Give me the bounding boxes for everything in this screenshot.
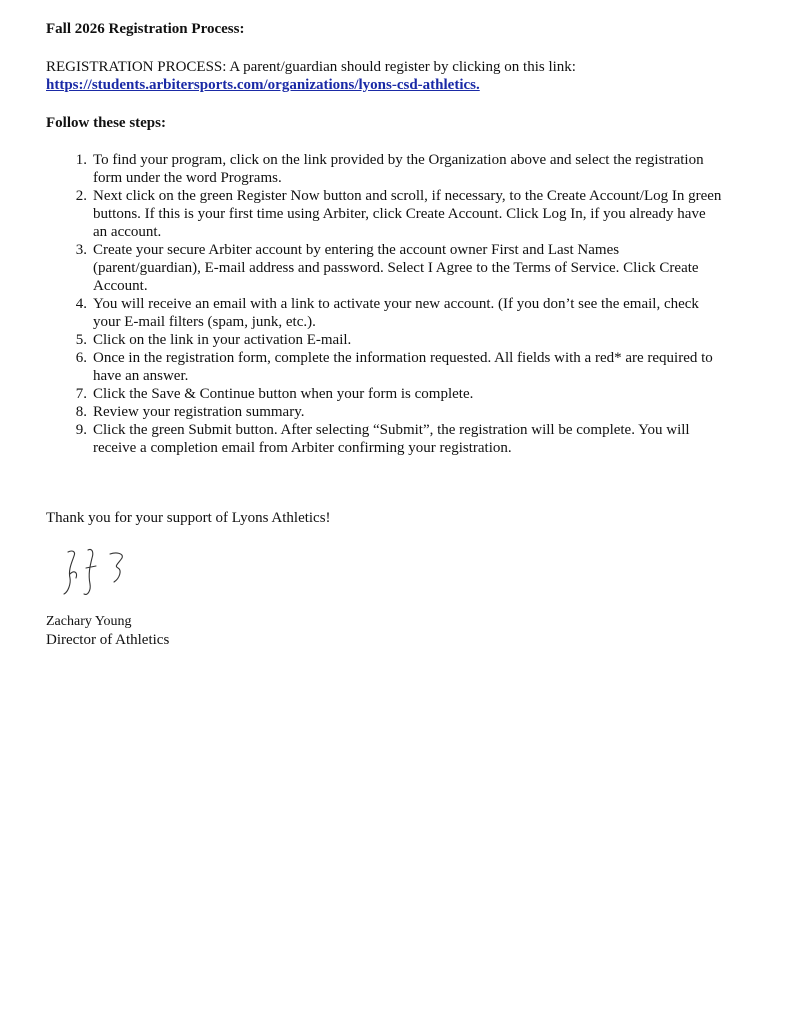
step-number: 9. xyxy=(75,422,87,438)
step-number: 1. xyxy=(75,152,87,168)
step-number: 4. xyxy=(75,296,87,312)
step-item xyxy=(75,151,723,187)
step-number: 7. xyxy=(75,386,87,402)
step-text: To find your program, click on the link provided by the Organization above and select the registration form under the word Programs. xyxy=(93,152,704,186)
step-text: Click the Save & Continue button when your form is complete. xyxy=(93,386,474,402)
step-number: 5. xyxy=(75,332,87,348)
step-number: 3. xyxy=(75,242,87,258)
registration-link[interactable]: https://students.arbitersports.com/organizations/lyons-csd-athletics. xyxy=(46,77,480,93)
steps-list xyxy=(75,151,723,457)
handwritten-signature xyxy=(58,544,138,600)
step-item xyxy=(75,349,723,385)
document-title: Fall 2026 Registration Process: xyxy=(46,21,245,37)
step-text: Once in the registration form, complete the information requested. All fields with a red* are required to have an answer. xyxy=(93,350,713,384)
signer-title: Director of Athletics xyxy=(46,632,170,648)
step-text: Next click on the green Register Now button and scroll, if necessary, to the Create Account/Log In green buttons. If this is your first time using Arbiter, click Create Account. Click Log In, if you already have an account. xyxy=(93,188,722,240)
step-number: 6. xyxy=(75,350,87,366)
thanks-line: Thank you for your support of Lyons Athletics! xyxy=(46,510,331,526)
step-item xyxy=(75,385,723,403)
step-number: 8. xyxy=(75,404,87,420)
step-text: You will receive an email with a link to activate your new account. (If you don’t see the email, check your E-mail filters (spam, junk, etc.). xyxy=(93,296,699,330)
step-text: Click on the link in your activation E-mail. xyxy=(93,332,352,348)
step-item xyxy=(75,187,723,241)
step-number: 2. xyxy=(75,188,87,204)
step-text: Review your registration summary. xyxy=(93,404,305,420)
step-item xyxy=(75,403,723,421)
intro-text: REGISTRATION PROCESS: A parent/guardian should register by clicking on this link: xyxy=(46,59,576,75)
step-item xyxy=(75,241,723,295)
intro-paragraph xyxy=(46,58,746,94)
step-item xyxy=(75,295,723,331)
step-item xyxy=(75,421,723,457)
steps-heading: Follow these steps: xyxy=(46,115,166,131)
signer-name: Zachary Young xyxy=(46,614,132,629)
step-text: Click the green Submit button. After selecting “Submit”, the registration will be complete. You will receive a completion email from Arbiter confirming your registration. xyxy=(93,422,690,456)
step-item xyxy=(75,331,723,349)
step-text: Create your secure Arbiter account by entering the account owner First and Last Names (parent/guardian), E-mail address and password. Select I Agree to the Terms of Service. Click Create Account. xyxy=(93,242,699,294)
